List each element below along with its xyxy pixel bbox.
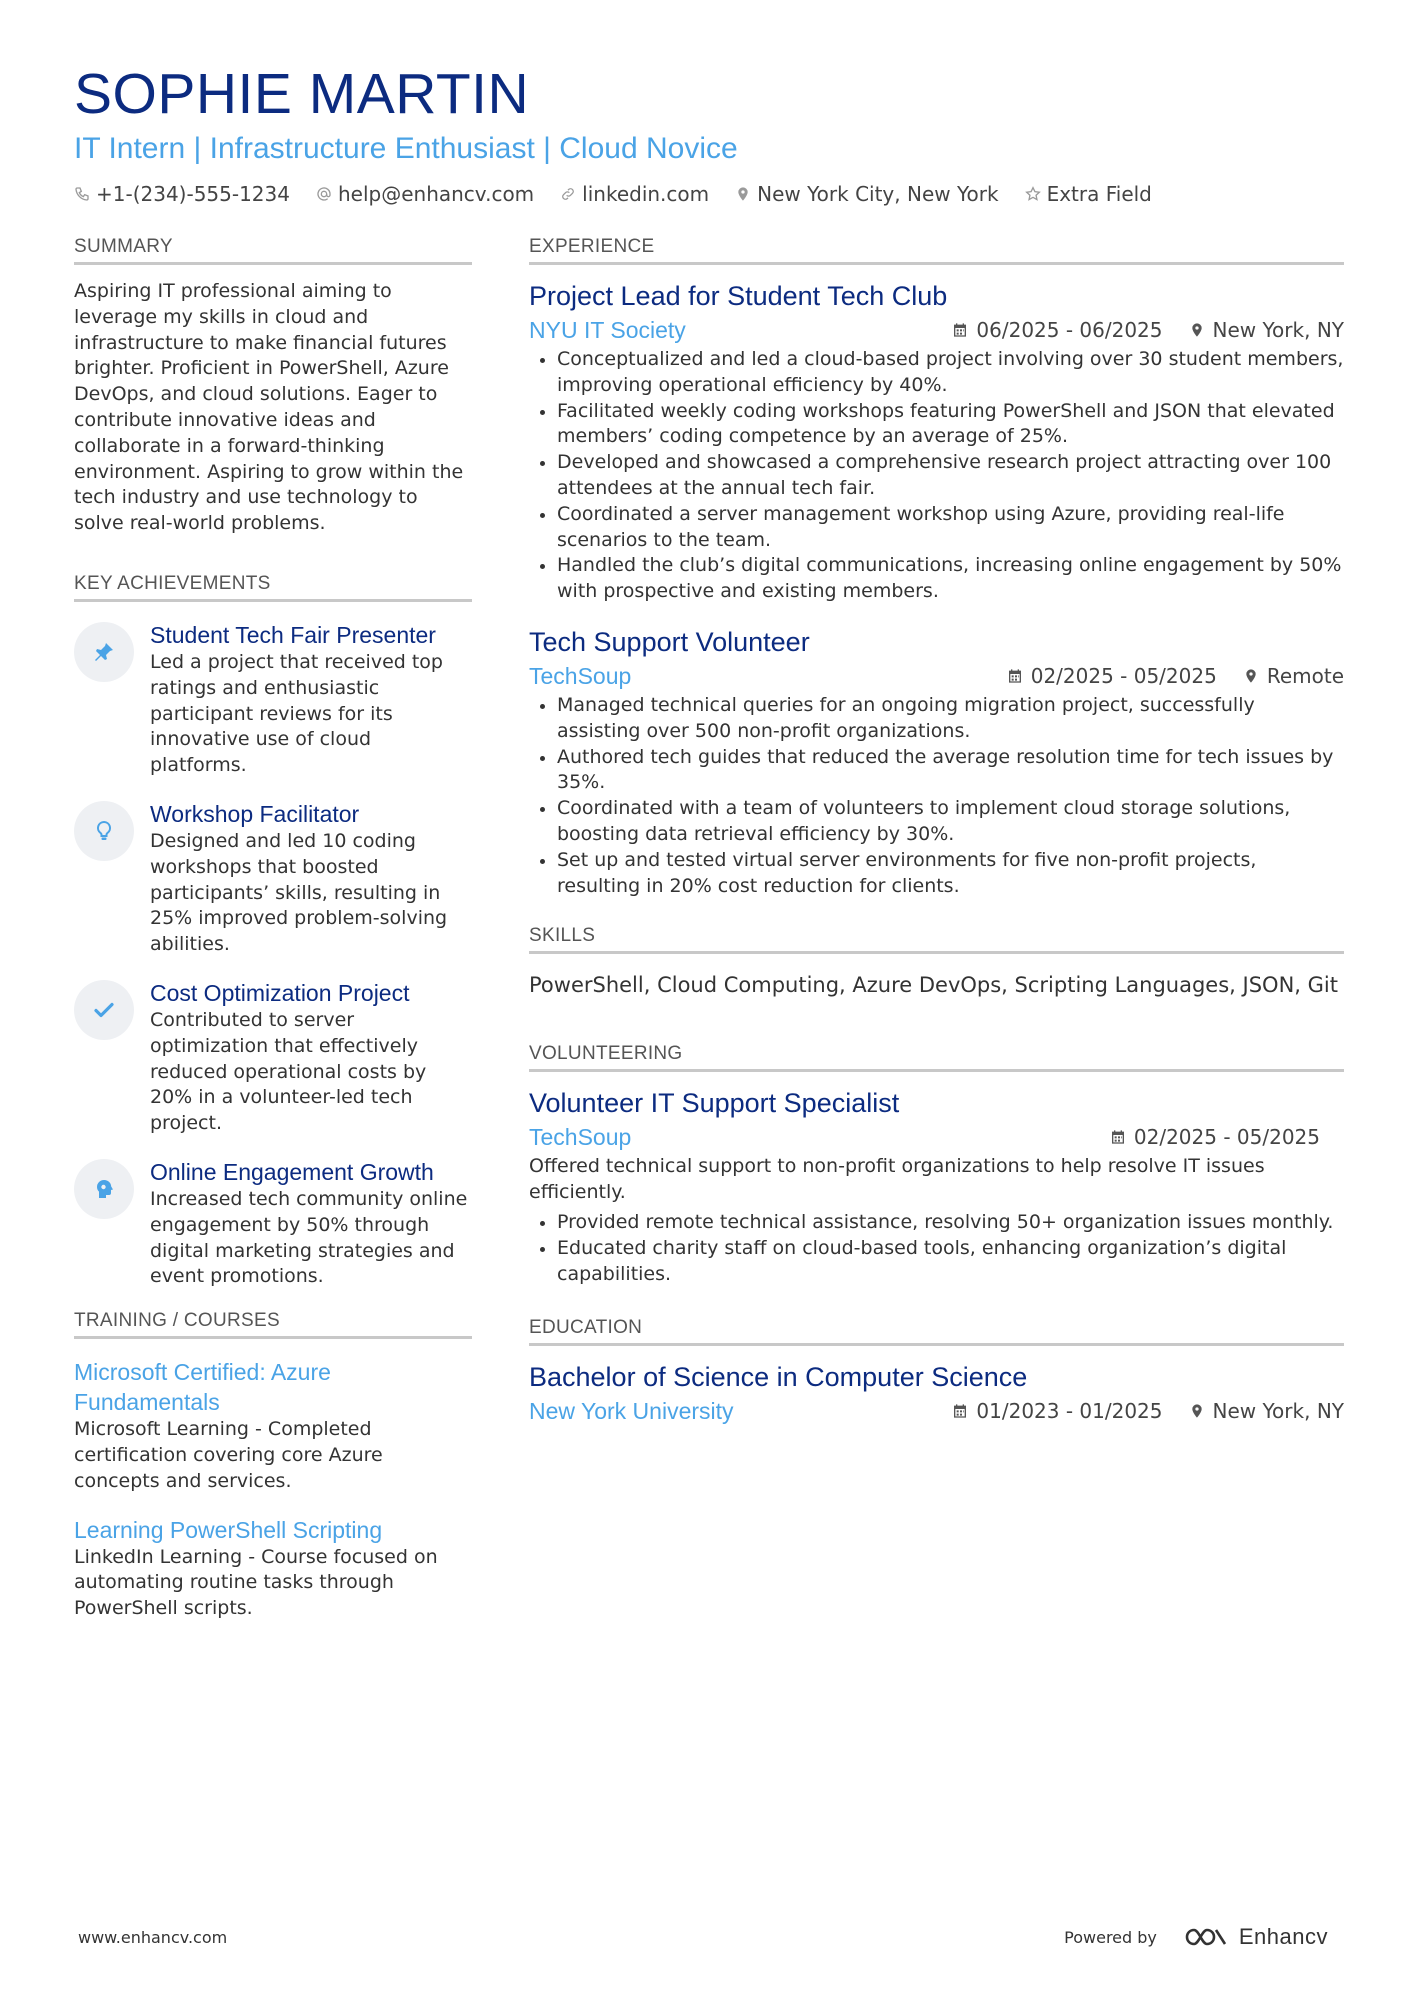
achievements-section [74,573,472,1290]
bullet-item: Coordinated with a team of volunteers to implement cloud storage solutions, boosting data retrieval efficiency by 30%. [529,796,1344,848]
date-text: 06/2025 - 06/2025 [976,318,1163,342]
achievement-item [74,978,472,1137]
location-text: New York, NY [1212,1399,1344,1424]
page-footer [78,1924,1328,1950]
location-text: New York City, New York [757,182,999,206]
date-text: 01/2023 - 01/2025 [976,1399,1163,1424]
email-text: help@enhancv.com [337,182,535,206]
contact-location [735,182,998,206]
head-icon [92,1177,116,1201]
achievement-item [74,799,472,958]
pin-icon [92,640,116,664]
achievement-icon-wrap [74,622,134,682]
brand-text: Enhancv [1238,1924,1328,1949]
resume-header [74,60,1344,206]
contact-link[interactable] [560,182,709,206]
volunteering-heading: VOLUNTEERING [529,1043,1344,1072]
summary-section [74,236,472,537]
course-title: Microsoft Certified: Azure Fundamentals [74,1359,331,1416]
education-degree: Bachelor of Science in Computer Science [529,1362,1028,1393]
experience-title: Tech Support Volunteer [529,626,810,657]
candidate-name: SOPHIE MARTIN [74,62,530,126]
bullet-item: Set up and tested virtual server environments for five non-profit projects, resulting in 20% cost reduction for clients. [529,848,1344,900]
experience-title: Project Lead for Student Tech Club [529,281,948,311]
experience-meta [926,318,1344,342]
calendar-icon [1110,1129,1126,1145]
footer-branding [1064,1924,1328,1950]
achievements-heading: KEY ACHIEVEMENTS [74,573,472,602]
course-title: Learning PowerShell Scripting [74,1516,383,1543]
location-text: New York, NY [1212,318,1344,342]
volunteering-bullets [529,1210,1344,1287]
bullet-item: Educated charity staff on cloud-based tools, enhancing organization’s digital capabilities. [529,1236,1344,1288]
candidate-title: IT Intern | Infrastructure Enthusiast | Cloud Novice [74,132,738,165]
education-heading: EDUCATION [529,1317,1344,1346]
skills-text: PowerShell, Cloud Computing, Azure DevOps, Scripting Languages, JSON, Git [529,973,1338,998]
bullet-item: Conceptualized and led a cloud-based project involving over 30 student members, improving operational efficiency by 40%. [529,347,1344,399]
left-column [74,236,472,1642]
date-range [952,1399,1162,1423]
achievement-icon-wrap [74,801,134,861]
bullet-item: Handled the club’s digital communications, increasing online engagement by 50% with prospective and existing members. [529,553,1344,605]
location-pin-icon [1243,668,1259,684]
education-entry [529,1360,1344,1426]
achievement-title: Cost Optimization Project [150,979,410,1006]
volunteering-section [529,1043,1344,1287]
experience-bullets [529,693,1344,899]
volunteering-meta-row [529,1122,1344,1152]
skills-section [529,925,1344,999]
contact-email[interactable] [316,182,534,206]
enhancv-logo[interactable] [1183,1924,1328,1950]
experience-entry [529,625,1344,899]
bullet-item: Provided remote technical assistance, resolving 50+ organization issues monthly. [529,1210,1344,1236]
achievement-body [150,1157,472,1290]
achievement-item [74,1157,472,1290]
experience-section [529,236,1344,899]
link-text: linkedin.com [582,182,710,206]
extra-text: Extra Field [1046,182,1152,206]
experience-meta-row [529,315,1344,345]
location-text: Remote [1266,663,1344,688]
contact-extra [1025,182,1152,206]
education-section [529,1317,1344,1426]
summary-text: Aspiring IT professional aiming to leverage my skills in cloud and infrastructure to make financial futures brighter. Proficient in PowerShell, Azure DevOps, and cloud solutions. Eager to contribute innovative ideas and collaborate in a forward-thinking environment. Aspiring to grow within the tech industry and use technology to solve real-world problems. [74,280,464,535]
date-range [1007,664,1217,688]
entry-location [1243,664,1344,688]
experience-entry [529,279,1344,605]
check-icon [92,998,116,1022]
location-pin-icon [1189,1403,1205,1419]
experience-bullets [529,347,1344,605]
phone-icon [74,186,90,202]
volunteering-description: Offered technical support to non-profit organizations to help resolve IT issues efficiently. [529,1155,1265,1204]
experience-meta-row [529,661,1344,691]
achievement-text: Increased tech community online engagement by 50% through digital marketing strategies and event promotions. [150,1187,468,1288]
training-section [74,1310,472,1622]
volunteering-entry [529,1086,1344,1287]
experience-meta [981,664,1344,688]
entry-location [1189,1399,1344,1423]
bullet-item: Authored tech guides that reduced the average resolution time for tech issues by 35%. [529,745,1344,797]
location-pin-icon [735,186,751,202]
course-item [74,1515,472,1622]
course-text: Microsoft Learning - Completed certification covering core Azure concepts and services. [74,1418,383,1492]
date-text: 02/2025 - 05/2025 [1030,663,1217,688]
education-meta [926,1399,1344,1423]
location-pin-icon [1189,322,1205,338]
at-icon [316,186,332,202]
course-text: LinkedIn Learning - Course focused on automating routine tasks through PowerShell scripts. [74,1545,438,1620]
calendar-icon [952,1403,968,1419]
achievement-text: Contributed to server optimization that effectively reduced operational costs by 20% in a volunteer-led tech project. [150,1008,427,1135]
achievement-icon-wrap [74,980,134,1040]
experience-org: TechSoup [529,662,632,689]
achievement-title: Online Engagement Growth [150,1158,434,1185]
right-column [529,236,1344,1446]
date-range [1110,1125,1320,1149]
education-meta-row [529,1396,1344,1426]
training-heading: TRAINING / COURSES [74,1310,472,1339]
enhancv-logo-icon [1183,1925,1229,1949]
experience-org: NYU IT Society [529,317,686,343]
contact-phone [74,182,290,206]
date-range [952,318,1162,342]
achievement-icon-wrap [74,1159,134,1219]
education-school: New York University [529,1398,734,1425]
volunteering-meta [1084,1125,1320,1149]
achievement-title: Workshop Facilitator [150,800,360,827]
volunteering-org: TechSoup [529,1124,632,1151]
achievement-body [150,620,472,779]
achievement-text: Designed and led 10 coding workshops that boosted participants’ skills, resulting in 25% improved problem-solving abilities. [150,829,448,956]
volunteering-title: Volunteer IT Support Specialist [529,1088,900,1119]
achievement-title: Student Tech Fair Presenter [150,621,436,648]
contact-bar [74,182,1344,206]
bullet-item: Managed technical queries for an ongoing migration project, successfully assisting over 500 non-profit organizations. [529,693,1344,745]
skills-heading: SKILLS [529,925,1344,954]
lightbulb-icon [92,819,116,843]
calendar-icon [1007,668,1023,684]
course-item [74,1357,472,1494]
bullet-item: Coordinated a server management workshop using Azure, providing real-life scenarios to the team. [529,502,1344,554]
achievement-text: Led a project that received top ratings and enthusiastic participant reviews for its innovative use of cloud platforms. [150,650,443,777]
bullet-item: Facilitated weekly coding workshops featuring PowerShell and JSON that elevated members’ coding competence by an average of 25%. [529,399,1344,451]
footer-website[interactable]: www.enhancv.com [78,1927,228,1947]
bullet-item: Developed and showcased a comprehensive research project attracting over 100 attendees at the annual tech fair. [529,450,1344,502]
experience-heading: EXPERIENCE [529,236,1344,265]
calendar-icon [952,322,968,338]
date-text: 02/2025 - 05/2025 [1133,1125,1320,1150]
summary-heading: SUMMARY [74,236,472,265]
link-icon [560,186,576,202]
star-icon [1025,186,1041,202]
achievement-body [150,799,472,958]
phone-text: +1-(234)-555-1234 [96,182,290,206]
achievement-item [74,620,472,779]
entry-location [1189,318,1344,342]
powered-by-text: Powered by [1064,1927,1157,1947]
achievement-body [150,978,472,1137]
